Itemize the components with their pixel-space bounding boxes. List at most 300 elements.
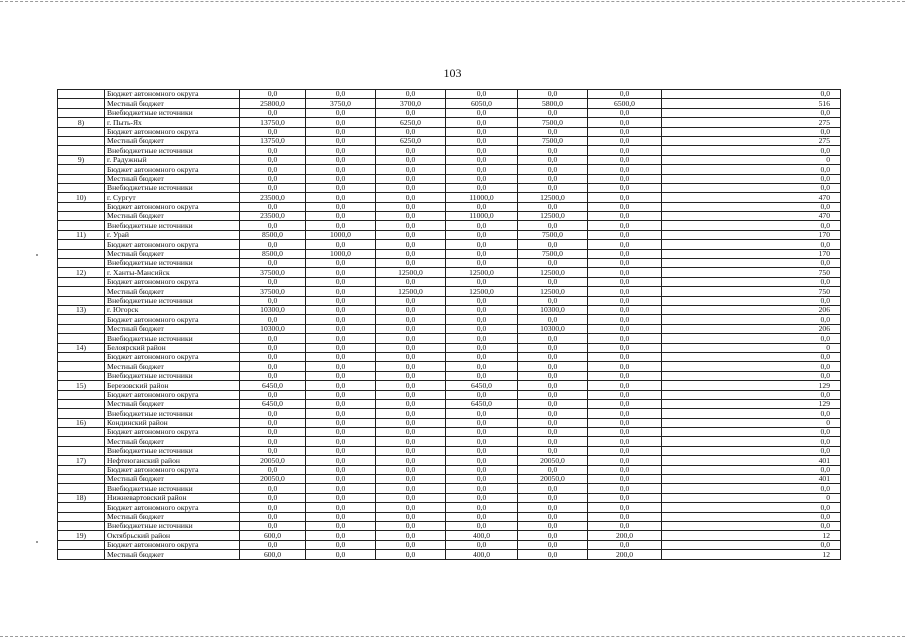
value-cell: 20050,0 [240, 456, 306, 465]
value-cell: 6050,0 [446, 99, 518, 108]
value-cell: 0,0 [588, 475, 662, 484]
table-row [58, 174, 841, 183]
value-cell: 0,0 [518, 277, 588, 286]
value-cell: 0,0 [518, 399, 588, 408]
value-cell: 6250,0 [376, 118, 446, 127]
table-row [58, 240, 841, 249]
value-cell-total: 12 [662, 550, 841, 559]
value-cell: 0,0 [518, 540, 588, 549]
row-label: Нефтеюганский район [105, 456, 240, 465]
row-label: г. Пыть-Ях [105, 118, 240, 127]
value-cell: 0,0 [240, 465, 306, 474]
value-cell: 0,0 [446, 493, 518, 502]
value-cell: 11000,0 [446, 193, 518, 202]
value-cell: 0,0 [446, 174, 518, 183]
table-row [58, 90, 841, 99]
row-number [58, 296, 105, 305]
table-row [58, 127, 841, 136]
value-cell: 0,0 [446, 428, 518, 437]
value-cell: 10300,0 [240, 324, 306, 333]
row-label: Местный бюджет [105, 249, 240, 258]
row-number [58, 512, 105, 521]
value-cell: 0,0 [588, 456, 662, 465]
row-number [58, 287, 105, 296]
value-cell: 0,0 [446, 521, 518, 530]
row-label: Внебюджетные источники [105, 446, 240, 455]
value-cell: 0,0 [376, 183, 446, 192]
value-cell-total: 0,0 [662, 390, 841, 399]
row-label: Внебюджетные источники [105, 371, 240, 380]
value-cell: 0,0 [376, 193, 446, 202]
value-cell: 0,0 [376, 155, 446, 164]
value-cell: 0,0 [240, 409, 306, 418]
row-number: 12) [58, 268, 105, 277]
value-cell: 37500,0 [240, 287, 306, 296]
row-label: Бюджет автономного округа [105, 352, 240, 361]
row-number: 10) [58, 193, 105, 202]
value-cell: 0,0 [518, 493, 588, 502]
value-cell: 0,0 [376, 371, 446, 380]
value-cell-total: 0 [662, 418, 841, 427]
table-row [58, 249, 841, 258]
row-number [58, 174, 105, 183]
row-label: Кондинский район [105, 418, 240, 427]
value-cell: 0,0 [240, 390, 306, 399]
row-number [58, 202, 105, 211]
table-row [58, 146, 841, 155]
table-row [58, 475, 841, 484]
value-cell: 7500,0 [518, 136, 588, 145]
value-cell: 0,0 [588, 183, 662, 192]
row-label: Бюджет автономного округа [105, 90, 240, 99]
value-cell: 0,0 [446, 183, 518, 192]
value-cell-total: 206 [662, 324, 841, 333]
value-cell-total: 0,0 [662, 428, 841, 437]
table-row [58, 108, 841, 117]
value-cell: 0,0 [376, 334, 446, 343]
value-cell: 0,0 [240, 343, 306, 352]
value-cell-total: 401 [662, 456, 841, 465]
value-cell: 0,0 [240, 240, 306, 249]
value-cell: 23500,0 [240, 193, 306, 202]
row-label: Внебюджетные источники [105, 521, 240, 530]
value-cell-total: 0,0 [662, 437, 841, 446]
value-cell: 0,0 [306, 296, 376, 305]
value-cell: 0,0 [518, 108, 588, 117]
row-label: Бюджет автономного округа [105, 165, 240, 174]
row-number [58, 249, 105, 258]
value-cell: 0,0 [240, 512, 306, 521]
row-number: 8) [58, 118, 105, 127]
value-cell: 0,0 [588, 352, 662, 361]
value-cell-total: 470 [662, 212, 841, 221]
value-cell: 6500,0 [588, 99, 662, 108]
row-number: 18) [58, 493, 105, 502]
value-cell: 0,0 [446, 249, 518, 258]
value-cell: 0,0 [518, 127, 588, 136]
table-row [58, 362, 841, 371]
value-cell: 0,0 [518, 521, 588, 530]
value-cell: 0,0 [240, 221, 306, 230]
row-label: г. Урай [105, 230, 240, 239]
table-row [58, 465, 841, 474]
row-number [58, 446, 105, 455]
row-number [58, 99, 105, 108]
value-cell: 0,0 [588, 118, 662, 127]
row-label: Белоярский район [105, 343, 240, 352]
row-number [58, 90, 105, 99]
value-cell: 0,0 [446, 324, 518, 333]
value-cell: 0,0 [376, 165, 446, 174]
value-cell: 0,0 [240, 202, 306, 211]
value-cell: 0,0 [446, 259, 518, 268]
value-cell: 7500,0 [518, 249, 588, 258]
value-cell: 0,0 [588, 127, 662, 136]
value-cell: 0,0 [588, 381, 662, 390]
value-cell: 0,0 [518, 446, 588, 455]
value-cell: 0,0 [588, 362, 662, 371]
value-cell: 0,0 [306, 484, 376, 493]
value-cell: 0,0 [376, 428, 446, 437]
row-label: Внебюджетные источники [105, 108, 240, 117]
value-cell-total: 0 [662, 343, 841, 352]
value-cell: 0,0 [240, 127, 306, 136]
table-row [58, 418, 841, 427]
row-number [58, 484, 105, 493]
row-number: 17) [58, 456, 105, 465]
value-cell: 0,0 [588, 418, 662, 427]
value-cell: 0,0 [446, 409, 518, 418]
value-cell: 12500,0 [518, 212, 588, 221]
value-cell: 0,0 [518, 428, 588, 437]
row-number [58, 475, 105, 484]
value-cell: 0,0 [306, 362, 376, 371]
row-label: Бюджет автономного округа [105, 540, 240, 549]
row-number: 14) [58, 343, 105, 352]
value-cell: 0,0 [518, 146, 588, 155]
row-number [58, 108, 105, 117]
value-cell: 0,0 [306, 465, 376, 474]
value-cell: 0,0 [518, 362, 588, 371]
value-cell: 0,0 [518, 296, 588, 305]
value-cell: 0,0 [306, 334, 376, 343]
value-cell: 0,0 [376, 305, 446, 314]
row-label: Внебюджетные источники [105, 146, 240, 155]
value-cell: 0,0 [588, 540, 662, 549]
value-cell: 0,0 [306, 277, 376, 286]
value-cell: 20050,0 [518, 475, 588, 484]
value-cell-total: 0,0 [662, 174, 841, 183]
value-cell: 0,0 [518, 183, 588, 192]
table-row [58, 296, 841, 305]
table-row [58, 202, 841, 211]
row-number [58, 437, 105, 446]
value-cell: 0,0 [376, 296, 446, 305]
value-cell: 0,0 [306, 352, 376, 361]
value-cell: 0,0 [306, 409, 376, 418]
value-cell: 0,0 [306, 305, 376, 314]
table-row [58, 446, 841, 455]
row-number [58, 399, 105, 408]
value-cell: 0,0 [240, 183, 306, 192]
value-cell: 0,0 [446, 437, 518, 446]
value-cell: 20050,0 [240, 475, 306, 484]
value-cell: 0,0 [306, 165, 376, 174]
row-number: 11) [58, 230, 105, 239]
table-row [58, 371, 841, 380]
value-cell: 0,0 [446, 484, 518, 493]
value-cell: 0,0 [588, 503, 662, 512]
value-cell: 0,0 [306, 381, 376, 390]
table-row [58, 221, 841, 230]
value-cell-total: 0,0 [662, 521, 841, 530]
value-cell: 0,0 [306, 521, 376, 530]
value-cell: 0,0 [306, 108, 376, 117]
value-cell: 0,0 [446, 165, 518, 174]
value-cell: 0,0 [240, 493, 306, 502]
value-cell-total: 129 [662, 399, 841, 408]
row-number [58, 540, 105, 549]
value-cell: 0,0 [588, 165, 662, 174]
value-cell: 0,0 [376, 409, 446, 418]
value-cell: 0,0 [376, 550, 446, 559]
value-cell: 0,0 [376, 108, 446, 117]
value-cell: 0,0 [376, 249, 446, 258]
table-row [58, 531, 841, 540]
value-cell: 0,0 [588, 437, 662, 446]
value-cell: 0,0 [446, 343, 518, 352]
value-cell: 0,0 [306, 240, 376, 249]
value-cell-total: 0,0 [662, 90, 841, 99]
value-cell: 0,0 [306, 540, 376, 549]
value-cell: 0,0 [306, 212, 376, 221]
table-body [58, 90, 841, 560]
scan-artifact-bottom [0, 636, 905, 637]
value-cell: 0,0 [376, 352, 446, 361]
value-cell-total: 0,0 [662, 503, 841, 512]
row-number [58, 465, 105, 474]
row-number [58, 334, 105, 343]
value-cell: 0,0 [240, 371, 306, 380]
value-cell: 0,0 [240, 362, 306, 371]
value-cell: 0,0 [446, 352, 518, 361]
value-cell: 0,0 [240, 315, 306, 324]
value-cell-total: 275 [662, 136, 841, 145]
value-cell: 12500,0 [446, 268, 518, 277]
value-cell: 0,0 [588, 240, 662, 249]
value-cell: 0,0 [376, 437, 446, 446]
value-cell: 0,0 [588, 155, 662, 164]
row-number: 13) [58, 305, 105, 314]
value-cell: 0,0 [306, 193, 376, 202]
value-cell: 0,0 [306, 456, 376, 465]
value-cell: 0,0 [376, 484, 446, 493]
value-cell-total: 516 [662, 99, 841, 108]
value-cell: 12500,0 [376, 287, 446, 296]
row-label: Нижневартовский район [105, 493, 240, 502]
value-cell: 0,0 [518, 371, 588, 380]
table-row [58, 550, 841, 559]
value-cell-total: 0,0 [662, 296, 841, 305]
value-cell: 0,0 [306, 183, 376, 192]
row-label: Бюджет автономного округа [105, 240, 240, 249]
table-row [58, 540, 841, 549]
value-cell: 0,0 [306, 475, 376, 484]
table-row [58, 305, 841, 314]
row-number [58, 277, 105, 286]
value-cell: 0,0 [306, 202, 376, 211]
value-cell: 0,0 [518, 352, 588, 361]
table-row [58, 352, 841, 361]
value-cell: 0,0 [376, 174, 446, 183]
value-cell: 0,0 [588, 146, 662, 155]
value-cell: 0,0 [376, 362, 446, 371]
value-cell: 0,0 [376, 343, 446, 352]
value-cell: 0,0 [446, 90, 518, 99]
table-row [58, 324, 841, 333]
row-label: Бюджет автономного округа [105, 315, 240, 324]
value-cell: 0,0 [588, 202, 662, 211]
value-cell: 0,0 [588, 343, 662, 352]
value-cell: 6250,0 [376, 136, 446, 145]
row-number [58, 127, 105, 136]
value-cell: 0,0 [518, 550, 588, 559]
value-cell: 0,0 [588, 324, 662, 333]
value-cell: 0,0 [306, 390, 376, 399]
value-cell: 10300,0 [240, 305, 306, 314]
value-cell: 0,0 [446, 202, 518, 211]
table-row [58, 484, 841, 493]
value-cell: 5800,0 [518, 99, 588, 108]
row-number: 9) [58, 155, 105, 164]
row-label: Местный бюджет [105, 136, 240, 145]
value-cell-total: 0,0 [662, 259, 841, 268]
value-cell: 0,0 [588, 249, 662, 258]
value-cell: 0,0 [518, 437, 588, 446]
value-cell: 0,0 [518, 390, 588, 399]
value-cell: 0,0 [446, 456, 518, 465]
value-cell: 0,0 [306, 90, 376, 99]
value-cell: 0,0 [376, 146, 446, 155]
table-row [58, 512, 841, 521]
value-cell: 0,0 [446, 371, 518, 380]
value-cell: 0,0 [446, 305, 518, 314]
table-row [58, 521, 841, 530]
row-label: Местный бюджет [105, 399, 240, 408]
value-cell: 0,0 [376, 446, 446, 455]
value-cell-total: 0,0 [662, 315, 841, 324]
row-number [58, 136, 105, 145]
row-number [58, 315, 105, 324]
scan-dot [36, 541, 38, 543]
value-cell: 0,0 [588, 90, 662, 99]
value-cell-total: 0,0 [662, 240, 841, 249]
value-cell: 0,0 [588, 259, 662, 268]
value-cell: 0,0 [446, 136, 518, 145]
value-cell: 400,0 [446, 550, 518, 559]
value-cell: 6450,0 [240, 399, 306, 408]
value-cell: 0,0 [518, 418, 588, 427]
row-number [58, 550, 105, 559]
value-cell: 1000,0 [306, 249, 376, 258]
value-cell: 0,0 [518, 165, 588, 174]
row-label: Местный бюджет [105, 437, 240, 446]
value-cell: 0,0 [446, 362, 518, 371]
value-cell: 0,0 [446, 390, 518, 399]
value-cell-total: 0,0 [662, 446, 841, 455]
value-cell: 0,0 [588, 230, 662, 239]
value-cell-total: 0,0 [662, 540, 841, 549]
table-row [58, 268, 841, 277]
table-row [58, 193, 841, 202]
value-cell: 0,0 [240, 108, 306, 117]
value-cell: 0,0 [518, 174, 588, 183]
value-cell: 0,0 [376, 390, 446, 399]
value-cell: 0,0 [588, 428, 662, 437]
value-cell: 0,0 [518, 221, 588, 230]
value-cell: 0,0 [376, 418, 446, 427]
value-cell: 0,0 [518, 90, 588, 99]
row-label: Бюджет автономного округа [105, 465, 240, 474]
table-row [58, 334, 841, 343]
value-cell: 0,0 [240, 165, 306, 174]
table-row [58, 259, 841, 268]
value-cell: 0,0 [518, 259, 588, 268]
value-cell: 10300,0 [518, 305, 588, 314]
value-cell: 0,0 [588, 108, 662, 117]
value-cell: 0,0 [240, 446, 306, 455]
row-label: Местный бюджет [105, 550, 240, 559]
value-cell: 0,0 [446, 146, 518, 155]
value-cell: 0,0 [376, 503, 446, 512]
value-cell-total: 470 [662, 193, 841, 202]
value-cell: 0,0 [376, 531, 446, 540]
value-cell: 0,0 [588, 521, 662, 530]
value-cell: 0,0 [306, 146, 376, 155]
value-cell: 0,0 [518, 512, 588, 521]
row-label: Местный бюджет [105, 174, 240, 183]
row-label: Березовский район [105, 381, 240, 390]
value-cell: 0,0 [376, 521, 446, 530]
row-number: 15) [58, 381, 105, 390]
value-cell: 0,0 [376, 493, 446, 502]
value-cell-total: 0,0 [662, 371, 841, 380]
value-cell: 0,0 [306, 446, 376, 455]
value-cell-total: 0,0 [662, 202, 841, 211]
value-cell: 0,0 [446, 446, 518, 455]
table-row [58, 136, 841, 145]
row-number [58, 324, 105, 333]
value-cell: 0,0 [588, 277, 662, 286]
row-label: Бюджет автономного округа [105, 390, 240, 399]
value-cell: 0,0 [376, 324, 446, 333]
row-label: Местный бюджет [105, 287, 240, 296]
value-cell-total: 750 [662, 268, 841, 277]
value-cell: 13750,0 [240, 136, 306, 145]
value-cell: 0,0 [376, 456, 446, 465]
row-number [58, 371, 105, 380]
row-label: Внебюджетные источники [105, 296, 240, 305]
table-row [58, 428, 841, 437]
value-cell: 12500,0 [518, 287, 588, 296]
value-cell-total: 750 [662, 287, 841, 296]
value-cell: 0,0 [518, 484, 588, 493]
value-cell: 0,0 [376, 540, 446, 549]
row-number: 19) [58, 531, 105, 540]
value-cell: 0,0 [446, 296, 518, 305]
value-cell: 200,0 [588, 531, 662, 540]
value-cell: 0,0 [518, 315, 588, 324]
